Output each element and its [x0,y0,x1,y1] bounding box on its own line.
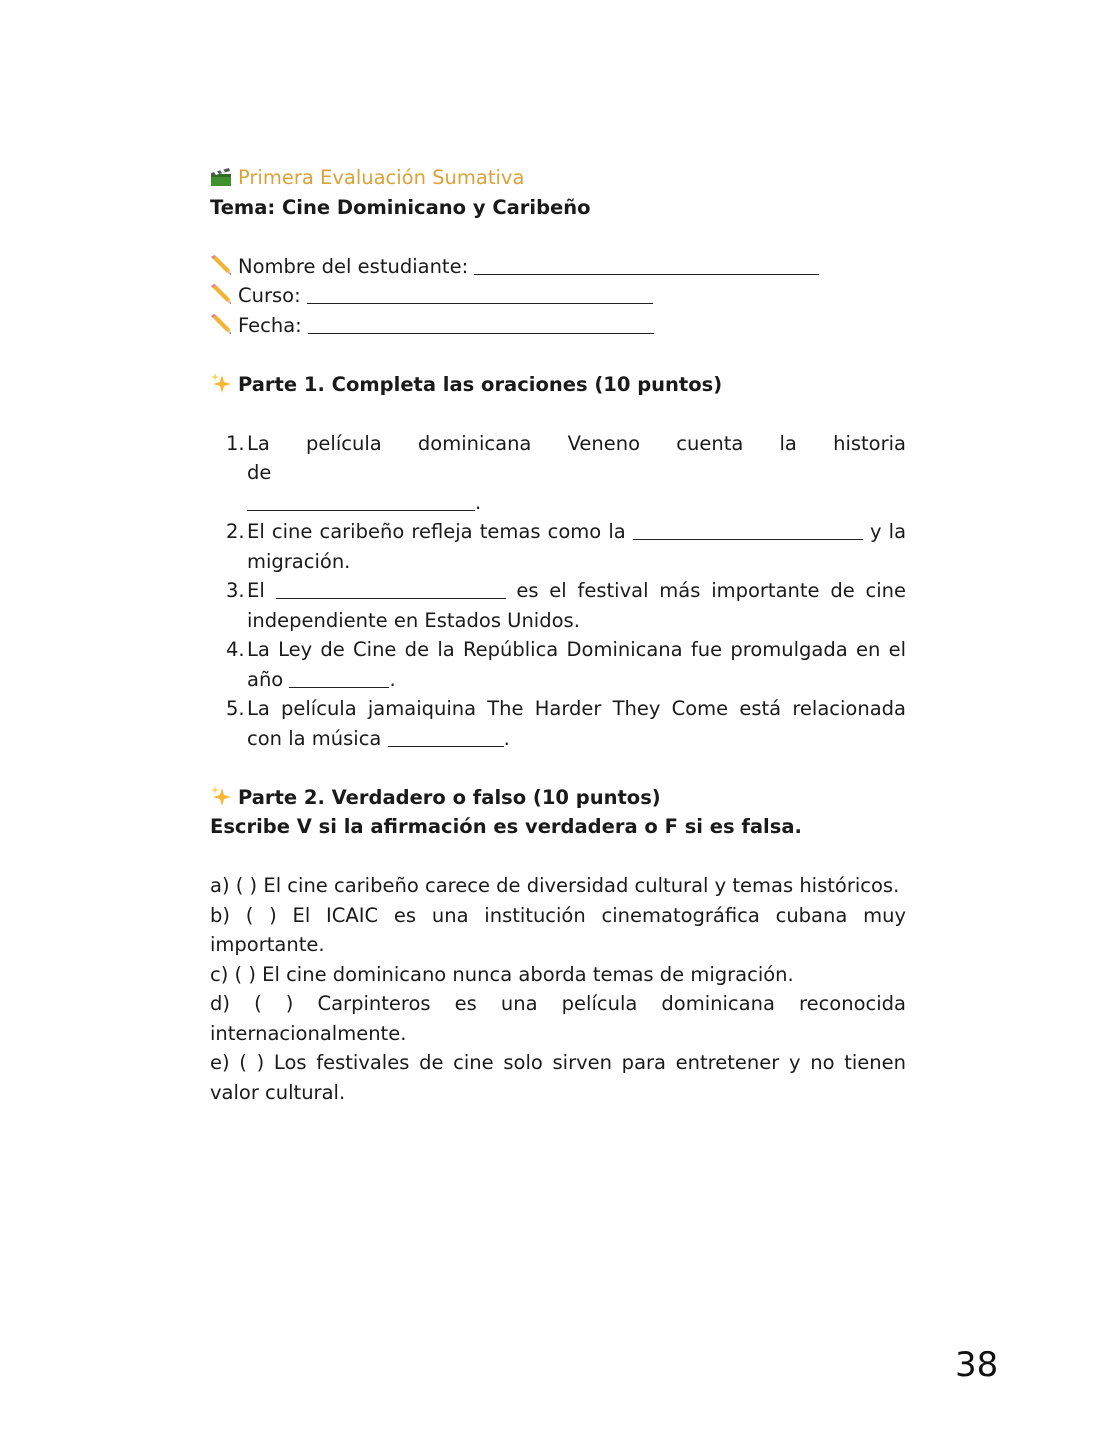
clapper-board-icon [210,165,232,187]
field-label: Fecha: [238,313,302,337]
date-blank[interactable] [308,315,654,334]
answer-blank[interactable] [633,521,863,540]
student-name-blank[interactable] [474,256,819,275]
part2-instruction: Escribe V si la afirmación es verdadera o F si es falsa. [210,815,802,838]
pencil-icon [210,283,232,305]
field-label: Nombre del estudiante: [238,254,469,278]
subject-heading: Tema: Cine Dominicano y Caribeño [210,195,591,219]
item-number: 5. [226,697,245,720]
date-field [210,311,906,341]
answer-blank[interactable] [388,728,504,747]
part1-heading-text: Parte 1. Completa las oraciones (10 puntos) [238,372,723,396]
list-item [210,576,906,635]
answer-blank[interactable] [289,669,389,688]
field-label: Curso: [238,284,301,307]
item-text-after: . [475,490,482,514]
item-number: 3. [226,579,245,602]
page-number: 38 [955,1345,999,1385]
pencil-icon [210,254,232,276]
pencil-icon [210,313,232,335]
item-text-after: es el festival más importante de cine independiente en Estados Unidos. [247,579,906,632]
sparkles-icon [210,372,232,394]
part1-list [210,429,906,754]
answer-blank[interactable] [276,580,506,599]
part2-heading-text: Parte 2. Verdadero o falso (10 puntos) [238,785,661,809]
sparkles-icon [210,785,232,807]
document-page [210,163,906,1107]
true-false-item: c) ( ) El cine dominicano nunca aborda temas de migración. [210,962,794,986]
item-number: 4. [226,638,245,661]
true-false-item: e) ( ) Los festivales de cine solo sirven para entretener y no tienen valor cultural. [210,1051,906,1104]
item-text-after: y la migración. [247,520,907,573]
item-text: La Ley de Cine de la República Dominicana fue promulgada en el año [247,638,906,691]
item-number: 2. [226,520,245,543]
true-false-item: b) ( ) El ICAIC es una institución cinematográfica cubana muy importante. [210,903,906,956]
answer-blank[interactable] [247,492,475,511]
item-text: La película dominicana Veneno cuenta la historia de [247,431,906,484]
item-text-after: . [389,667,396,691]
title-text: Primera Evaluación Sumativa [238,166,525,189]
item-number: 1. [226,431,245,455]
part1-heading [210,370,906,400]
document-title [210,163,906,193]
item-text-after: . [503,726,510,750]
course-field [210,281,906,311]
list-item [210,635,906,694]
part2-heading [210,783,906,813]
item-text: El cine caribeño refleja temas como la [247,520,626,543]
true-false-item: d) ( ) Carpinteros es una película dominicana reconocida internacionalmente. [210,992,906,1045]
item-text: El [247,579,265,602]
list-item [210,429,906,518]
item-1-first-line [247,429,906,488]
list-item [210,694,906,753]
true-false-item: a) ( ) El cine caribeño carece de diversidad cultural y temas históricos. [210,874,900,897]
item-text: La película jamaiquina The Harder They Come está relacionada con la música [247,697,906,750]
student-name-field [210,252,906,282]
list-item [210,517,906,576]
course-blank[interactable] [307,285,653,304]
